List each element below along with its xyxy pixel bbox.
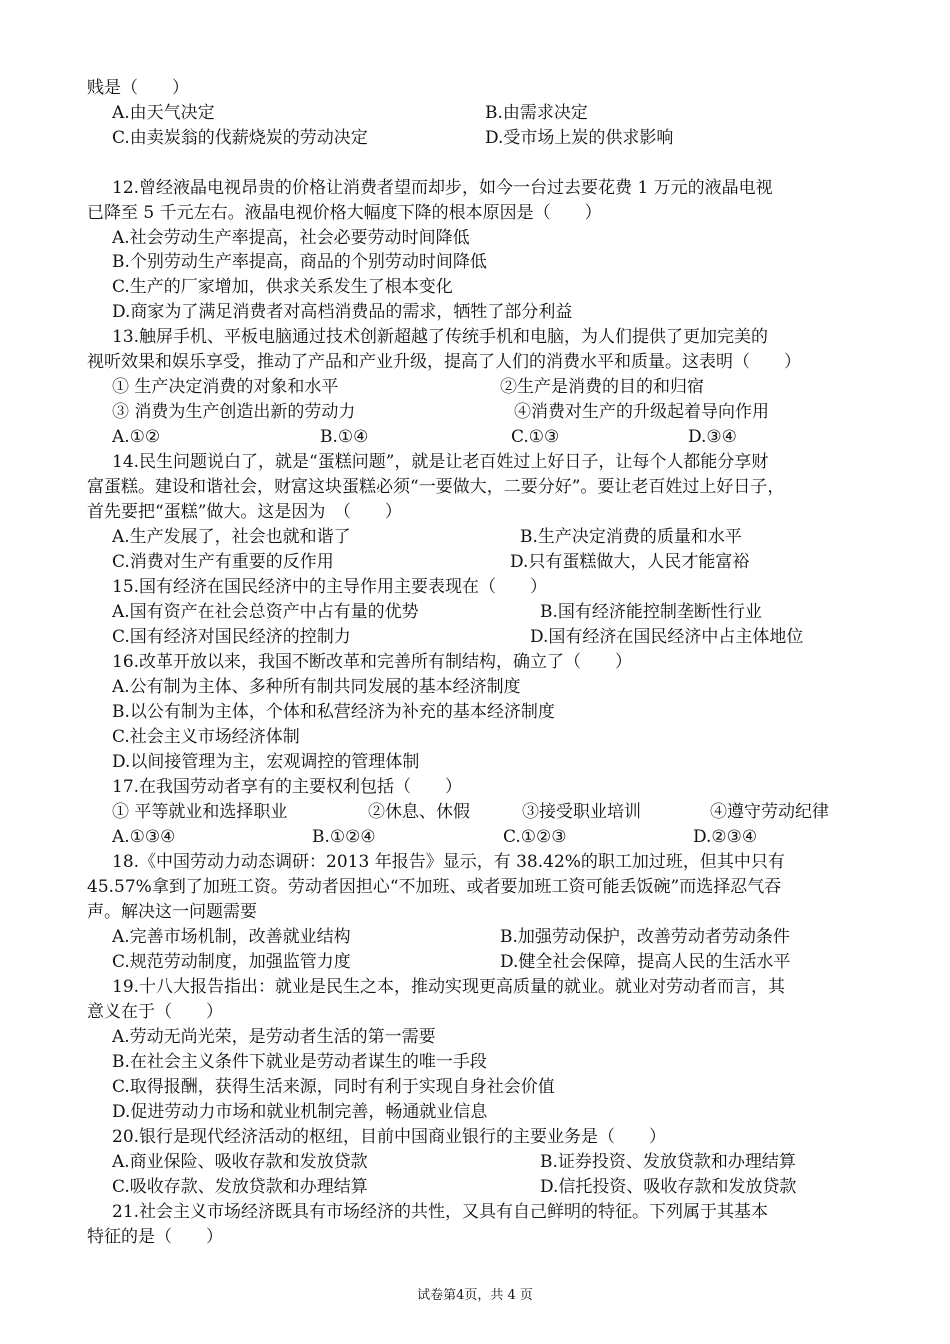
text-line: C.吸收存款、发放贷款和办理结算 — [112, 1177, 368, 1197]
text-line: B.①④ — [320, 427, 369, 447]
text-line: ②休息、休假 — [368, 802, 470, 822]
text-line: A.①③④ — [112, 827, 176, 847]
text-line: A.①② — [112, 427, 161, 447]
text-line: B.个别劳动生产率提高，商品的个别劳动时间降低 — [112, 252, 487, 272]
text-line: D.促进劳动力市场和就业机制完善，畅通就业信息 — [112, 1102, 488, 1122]
text-line: ④遵守劳动纪律 — [710, 802, 829, 822]
text-line: D.国有经济在国民经济中占主体地位 — [530, 627, 804, 647]
text-line: 19.十八大报告指出：就业是民生之本，推动实现更高质量的就业。就业对劳动者而言，其 — [112, 977, 786, 997]
text-line: C.社会主义市场经济体制 — [112, 727, 300, 747]
text-line: B.国有经济能控制垄断性行业 — [540, 602, 762, 622]
text-line: C.规范劳动制度，加强监管力度 — [112, 952, 351, 972]
text-line: 20.银行是现代经济活动的枢纽，目前中国商业银行的主要业务是（ ） — [112, 1127, 667, 1147]
text-line: D.健全社会保障，提高人民的生活水平 — [500, 952, 791, 972]
text-line: A.生产发展了，社会也就和谐了 — [112, 527, 351, 547]
text-line: ②生产是消费的目的和归宿 — [500, 377, 704, 397]
text-line: 意义在于（ ） — [87, 1002, 223, 1022]
text-line: A.由天气决定 — [112, 103, 215, 123]
text-line: D.以间接管理为主，宏观调控的管理体制 — [112, 752, 420, 772]
text-line: D.信托投资、吸收存款和发放贷款 — [540, 1177, 797, 1197]
text-line: C.国有经济对国民经济的控制力 — [112, 627, 351, 647]
text-line: A.完善市场机制，改善就业结构 — [112, 927, 351, 947]
text-line: 16.改革开放以来，我国不断改革和完善所有制结构，确立了（ ） — [112, 652, 633, 672]
text-line: ① 平等就业和选择职业 — [112, 802, 288, 822]
text-line: ③接受职业培训 — [522, 802, 641, 822]
text-line: B.在社会主义条件下就业是劳动者谋生的唯一手段 — [112, 1052, 487, 1072]
text-line: B.证券投资、发放贷款和办理结算 — [540, 1152, 796, 1172]
text-line: A.公有制为主体、多种所有制共同发展的基本经济制度 — [112, 677, 521, 697]
text-line: 15.国有经济在国民经济中的主导作用主要表现在（ ） — [112, 577, 548, 597]
text-line: D.只有蛋糕做大，人民才能富裕 — [510, 552, 750, 572]
text-line: 富蛋糕。建设和谐社会，财富这块蛋糕必须“一要做大，二要分好”。要让老百姓过上好日子， — [87, 477, 785, 497]
text-line: C.①③ — [511, 427, 560, 447]
text-line: 贱是（ ） — [87, 78, 189, 98]
text-line: ③ 消费为生产创造出新的劳动力 — [112, 402, 356, 422]
text-line: 视听效果和娱乐享受，推动了产品和产业升级，提高了人们的消费水平和质量。这表明（ ） — [87, 352, 801, 372]
text-line: ① 生产决定消费的对象和水平 — [112, 377, 339, 397]
text-line: A.商业保险、吸收存款和发放贷款 — [112, 1152, 368, 1172]
text-line: 13.触屏手机、平板电脑通过技术创新超越了传统手机和电脑，为人们提供了更加完美的 — [112, 327, 769, 347]
text-line: C.取得报酬，获得生活来源，同时有利于实现自身社会价值 — [112, 1077, 555, 1097]
text-line: B.以公有制为主体，个体和私营经济为补充的基本经济制度 — [112, 702, 555, 722]
text-line: D.受市场上炭的供求影响 — [485, 128, 674, 148]
text-line: D.商家为了满足消费者对高档消费品的需求，牺牲了部分利益 — [112, 302, 573, 322]
text-line: 14.民生问题说白了，就是“蛋糕问题”，就是让老百姓过上好日子，让每个人都能分享财 — [112, 452, 769, 472]
text-line: 首先要把“蛋糕”做大。这是因为 （ ） — [87, 502, 402, 522]
text-line: B.①②④ — [312, 827, 376, 847]
text-line: B.由需求决定 — [485, 103, 588, 123]
text-line: A.社会劳动生产率提高，社会必要劳动时间降低 — [112, 228, 470, 248]
text-line: 已降至 5 千元左右。液晶电视价格大幅度下降的根本原因是（ ） — [87, 203, 602, 223]
text-line: B.加强劳动保护，改善劳动者劳动条件 — [500, 927, 790, 947]
text-line: D.②③④ — [693, 827, 758, 847]
text-line: B.生产决定消费的质量和水平 — [520, 527, 742, 547]
page-footer: 试卷第4页，共 4 页 — [417, 1288, 533, 1303]
text-line: 17.在我国劳动者享有的主要权利包括（ ） — [112, 777, 463, 797]
text-line: D.③④ — [688, 427, 737, 447]
text-line: 18.《中国劳动力动态调研：2013 年报告》显示，有 38.42%的职工加过班，但其中只有 — [112, 852, 785, 872]
text-line: 21.社会主义市场经济既具有市场经济的共性，又具有自己鲜明的特征。下列属于其基本 — [112, 1202, 769, 1222]
text-line: C.由卖炭翁的伐薪烧炭的劳动决定 — [112, 128, 368, 148]
text-line: ④消费对生产的升级起着导向作用 — [514, 402, 769, 422]
text-line: C.消费对生产有重要的反作用 — [112, 552, 334, 572]
text-line: 12.曾经液晶电视昂贵的价格让消费者望而却步，如今一台过去要花费 1 万元的液晶电视 — [112, 178, 773, 198]
text-line: C.生产的厂家增加，供求关系发生了根本变化 — [112, 277, 453, 297]
text-line: 45.57%拿到了加班工资。劳动者因担心“不加班、或者要加班工资可能丢饭碗”而选择忍气吞 — [87, 877, 782, 897]
text-line: A.国有资产在社会总资产中占有量的优势 — [112, 602, 419, 622]
text-line: 声。解决这一问题需要 — [87, 902, 257, 922]
text-line: A.劳动无尚光荣，是劳动者生活的第一需要 — [112, 1027, 436, 1047]
text-line: C.①②③ — [503, 827, 567, 847]
text-line: 特征的是（ ） — [87, 1227, 223, 1247]
